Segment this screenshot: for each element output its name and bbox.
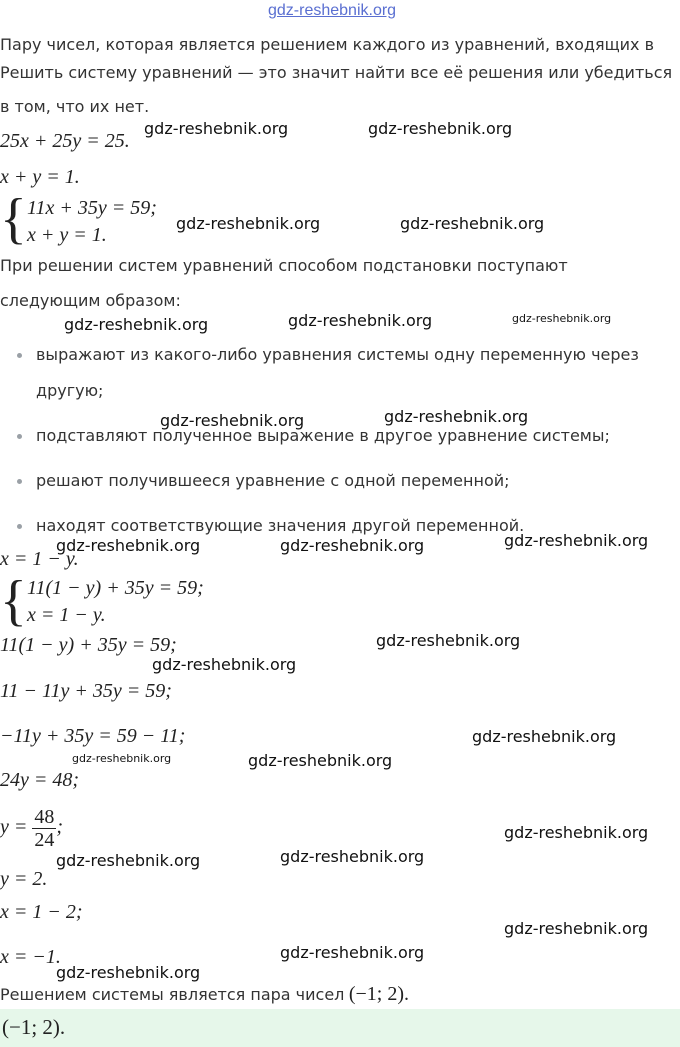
watermark: gdz-reshebnik.org: [152, 655, 297, 674]
bullet-dot: [17, 434, 22, 439]
watermark: gdz-reshebnik.org: [56, 536, 201, 555]
system-brace: {: [0, 188, 27, 250]
watermark: gdz-reshebnik.org: [160, 411, 305, 430]
step-equation: 11(1 − y) + 35y = 59;: [0, 634, 177, 656]
step-fraction-equation: [0, 806, 63, 851]
intro-line-1: Пару чисел, которая является решением каждого из уравнений, входящих в: [0, 35, 655, 54]
method-line-1: При решении систем уравнений способом подстановки поступают: [0, 256, 568, 275]
conclusion: [0, 983, 409, 1006]
watermark: gdz-reshebnik.org: [280, 536, 425, 555]
system-1-equation-a: 11x + 35y = 59;: [27, 197, 157, 219]
bullet-dot: [17, 524, 22, 529]
watermark: gdz-reshebnik.org: [512, 312, 612, 325]
fraction-semicolon: ;: [56, 816, 64, 839]
watermark: gdz-reshebnik.org: [56, 851, 201, 870]
equation-2: x + y = 1.: [0, 166, 80, 188]
step-equation: x = −1.: [0, 946, 61, 968]
watermark: gdz-reshebnik.org: [504, 531, 649, 550]
step-equation: 11 − 11y + 35y = 59;: [0, 680, 172, 702]
watermark: gdz-reshebnik.org: [376, 631, 521, 650]
list-item: выражают из какого-либо уравнения системы одну переменную через: [36, 345, 639, 364]
equation-1: 25x + 25y = 25.: [0, 130, 130, 152]
watermark: gdz-reshebnik.org: [472, 727, 617, 746]
bullet-dot: [17, 479, 22, 484]
intro-line-3: в том, что их нет.: [0, 97, 150, 116]
list-item: подставляют полученное выражение в другое уравнение системы;: [36, 426, 610, 445]
step-equation: 24y = 48;: [0, 769, 80, 791]
watermark: gdz-reshebnik.org: [72, 752, 172, 765]
system-1-equation-b: x + y = 1.: [27, 224, 107, 246]
watermark: gdz-reshebnik.org: [176, 214, 321, 233]
method-line-2: следующим образом:: [0, 291, 181, 310]
watermark: gdz-reshebnik.org: [384, 407, 529, 426]
system-2-equation-b: x = 1 − y.: [27, 604, 106, 626]
list-item-continuation: другую;: [36, 381, 104, 400]
step-equation: −11y + 35y = 59 − 11;: [0, 725, 186, 747]
watermark: gdz-reshebnik.org: [288, 311, 433, 330]
site-link[interactable]: gdz-reshebnik.org: [268, 2, 397, 19]
bullet-dot: [17, 353, 22, 358]
fraction-left: y =: [0, 816, 28, 839]
conclusion-pair: (−1; 2).: [348, 983, 409, 1005]
system-2-equation-a: 11(1 − y) + 35y = 59;: [27, 577, 204, 599]
system-brace: {: [0, 570, 27, 632]
watermark: gdz-reshebnik.org: [280, 943, 425, 962]
intro-line-2: Решить систему уравнений — это значит найти все её решения или убедиться: [0, 63, 673, 82]
watermark: gdz-reshebnik.org: [64, 315, 209, 334]
watermark: gdz-reshebnik.org: [504, 823, 649, 842]
watermark: gdz-reshebnik.org: [504, 919, 649, 938]
conclusion-text: Решением системы является пара чисел: [0, 985, 345, 1004]
watermark: gdz-reshebnik.org: [144, 119, 289, 138]
watermark: gdz-reshebnik.org: [248, 751, 393, 770]
list-item: решают получившееся уравнение с одной переменной;: [36, 471, 510, 490]
fraction: [32, 806, 56, 851]
step-equation: y = 2.: [0, 868, 48, 890]
watermark: gdz-reshebnik.org: [56, 963, 201, 982]
watermark: gdz-reshebnik.org: [400, 214, 545, 233]
fraction-denominator: 24: [34, 829, 55, 851]
watermark: gdz-reshebnik.org: [368, 119, 513, 138]
watermark: gdz-reshebnik.org: [280, 847, 425, 866]
step-equation: x = 1 − 2;: [0, 901, 83, 923]
fraction-numerator: 48: [34, 806, 55, 828]
answer-value: (−1; 2).: [2, 1015, 66, 1039]
answer-box: [0, 1009, 680, 1047]
step-substitution: x = 1 − y.: [0, 548, 79, 570]
list-item: находят соответствующие значения другой переменной.: [36, 516, 525, 535]
